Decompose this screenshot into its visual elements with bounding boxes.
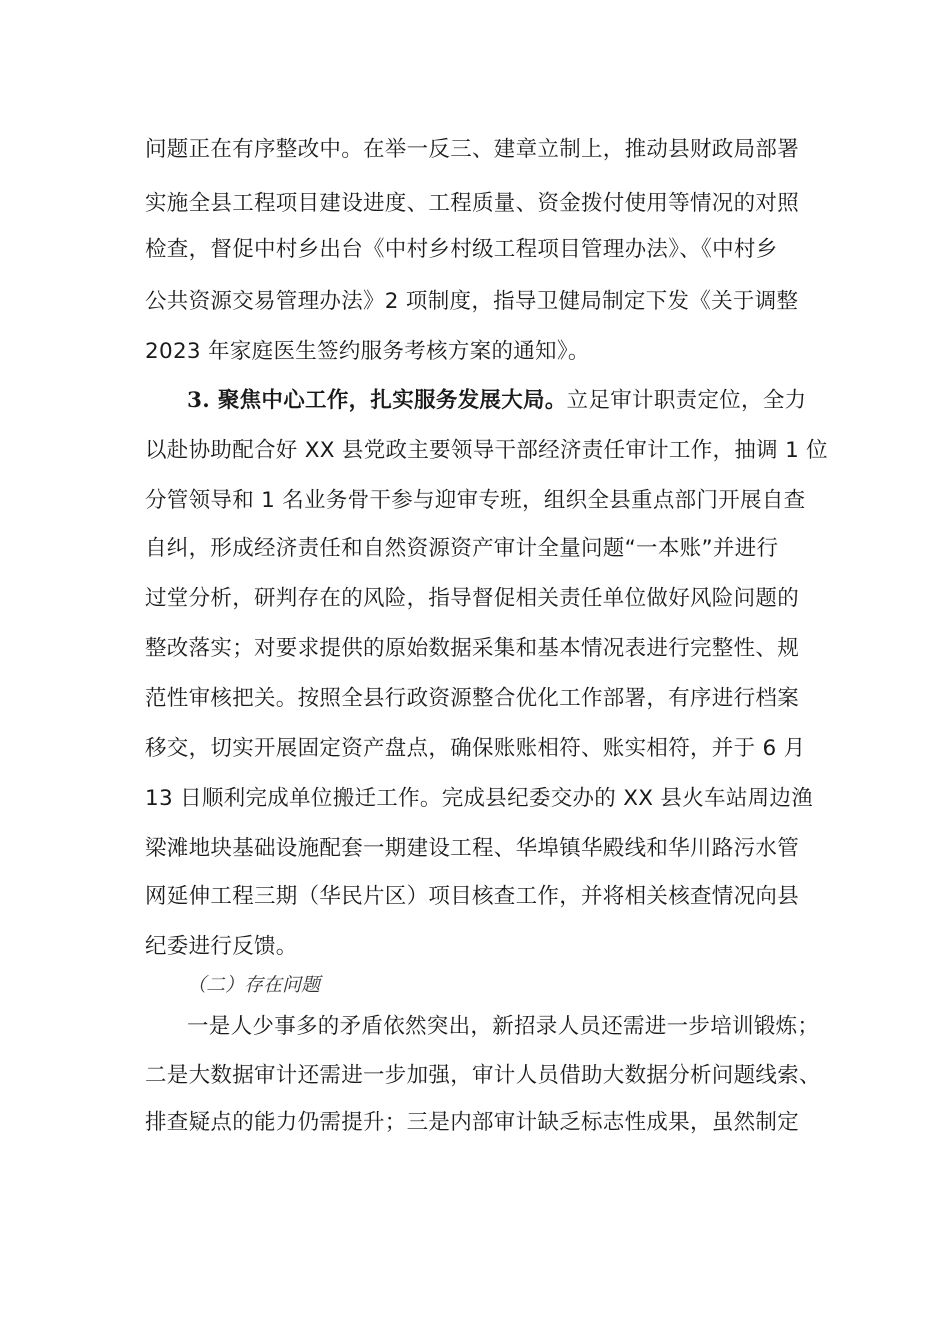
paragraph-line: 移交，切实开展固定资产盘点，确保账账相符、账实相符，并于 6 月 — [145, 736, 806, 761]
paragraph-line: 范性审核把关。按照全县行政资源整合优化工作部署，有序进行档案 — [145, 686, 800, 711]
paragraph-first-line-rest: 立足审计职责定位，全力 — [566, 388, 807, 413]
paragraph-line: 公共资源交易管理办法》2 项制度，指导卫健局制定下发《关于调整 — [145, 289, 799, 314]
section-heading: （二）存在问题 — [187, 974, 321, 996]
paragraph-line: 检查，督促中村乡出台《中村乡村级工程项目管理办法》、《中村乡 — [145, 237, 778, 262]
paragraph-line: 问题正在有序整改中。在举一反三、建章立制上，推动县财政局部署 — [145, 137, 800, 162]
paragraph-line: 纪委进行反馈。 — [145, 934, 298, 959]
paragraph-line: 以赴协助配合好 XX 县党政主要领导干部经济责任审计工作，抽调 1 位 — [145, 438, 828, 463]
paragraph-line: 整改落实；对要求提供的原始数据采集和基本情况表进行完整性、规 — [145, 636, 800, 661]
paragraph-line: 二是大数据审计还需进一步加强，审计人员借助大数据分析问题线索、 — [145, 1063, 821, 1088]
paragraph-line: 梁滩地块基础设施配套一期建设工程、华埠镇华殿线和华川路污水管 — [145, 836, 800, 861]
paragraph-line: 自纠，形成经济责任和自然资源资产审计全量问题“一本账”并进行 — [145, 536, 779, 561]
paragraph-lead-heading: 3. 聚焦中心工作，扎实服务发展大局。 — [187, 388, 567, 413]
paragraph-first-line: 一是人少事多的矛盾依然突出，新招录人员还需进一步培训锻炼； — [187, 1014, 820, 1039]
paragraph-line: 排查疑点的能力仍需提升；三是内部审计缺乏标志性成果，虽然制定 — [145, 1110, 800, 1135]
paragraph-line: 过堂分析，研判存在的风险，指导督促相关责任单位做好风险问题的 — [145, 586, 800, 611]
paragraph-line: 分管领导和 1 名业务骨干参与迎审专班，组织全县重点部门开展自查 — [145, 488, 806, 513]
paragraph-line: 2023 年家庭医生签约服务考核方案的通知》。 — [145, 339, 590, 364]
paragraph-first-line — [187, 386, 806, 416]
paragraph-line: 网延伸工程三期（华民片区）项目核查工作，并将相关核查情况向县 — [145, 884, 800, 909]
paragraph-line: 13 日顺利完成单位搬迁工作。完成县纪委交办的 XX 县火车站周边渔 — [145, 786, 814, 811]
paragraph-line: 实施全县工程项目建设进度、工程质量、资金拨付使用等情况的对照 — [145, 191, 800, 216]
